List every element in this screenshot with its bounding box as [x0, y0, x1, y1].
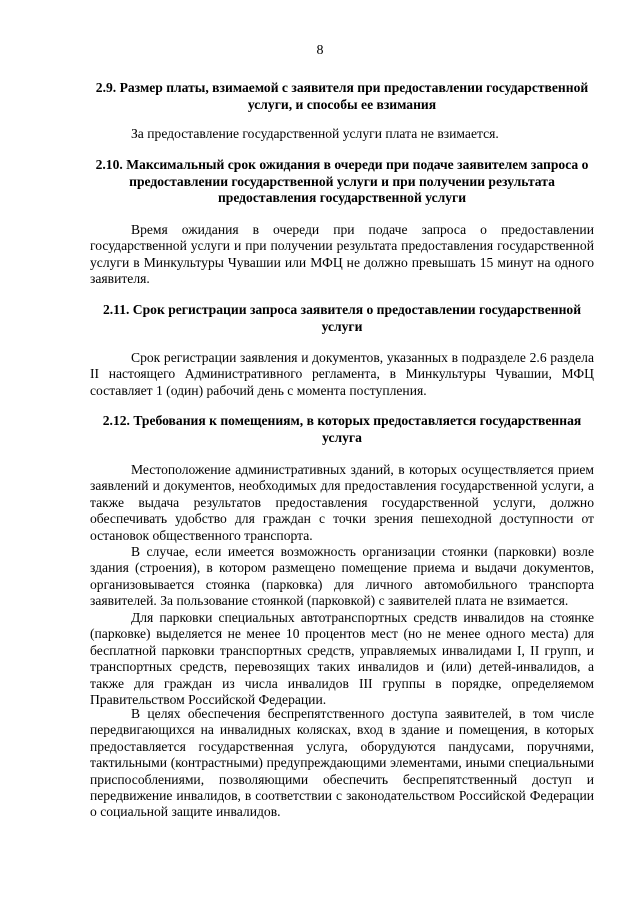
section-2-12-paragraph-1: Местоположение административных зданий, в которых осуществляется прием заявлений и документов, необходимых для предоставления государственной услуги, а также выдача результатов предоставления государственной услуги, должно обеспечивать удобство для граждан с точки зрения пешеходной доступности от остановок общественного транспорта. [90, 462, 594, 543]
section-heading-2-9: 2.9. Размер платы, взимаемой с заявителя при предоставлении государственной услуги, и способы ее взимания [95, 80, 589, 112]
section-2-11-paragraph: Срок регистрации заявления и документов, указанных в подразделе 2.6 раздела II настоящего Административного регламента, в Минкультуры Чувашии, МФЦ составляет 1 (один) рабочий день с момента поступления. [90, 350, 594, 398]
section-2-9-paragraph: За предоставление государственной услуги плата не взимается. [131, 126, 499, 141]
section-2-12-paragraph-4: В целях обеспечения беспрепятственного доступа заявителей, в том числе передвигающихся на инвалидных колясках, вход в здание и помещения, в которых предоставляется государственная услуга, оборудуются пандусами, поручнями, тактильными (контрастными) предупреждающими элементами, иными специальными приспособлениями, позволяющими обеспечить беспрепятственный доступ и передвижение инвалидов, в соответствии с законодательством Российской Федерации о социальной защите инвалидов. [90, 706, 594, 820]
section-2-12-paragraph-3: Для парковки специальных автотранспортных средств инвалидов на стоянке (парковке) выделяется не менее 10 процентов мест (но не менее одного места) для бесплатной парковки транспортных средств, управляемых инвалидами I, II групп, и транспортных средств, перевозящих таких инвалидов и (или) детей-инвалидов, а также для граждан из числа инвалидов III группы в порядке, определяемом Правительством Российской Федерации. [90, 610, 594, 708]
section-heading-2-10: 2.10. Максимальный срок ожидания в очереди при подаче заявителем запроса о предоставлении государственной услуги и при получении результата предоставления государственной услуги [95, 157, 589, 205]
section-2-12-paragraph-2: В случае, если имеется возможность организации стоянки (парковки) возле здания (строения), в котором размещено помещение приема и выдачи документов, организовывается стоянка (парковка) для личного автомобильного транспорта заявителей. За пользование стоянкой (парковкой) с заявителей плата не взимается. [90, 544, 594, 609]
section-2-10-paragraph: Время ожидания в очереди при подаче запроса о предоставлении государственной услуги и при получении результата предоставления государственной услуги в Минкультуры Чувашии или МФЦ не должно превышать 15 минут на одного заявителя. [90, 222, 594, 287]
section-heading-2-12: 2.12. Требования к помещениям, в которых предоставляется государственная услуга [102, 413, 582, 445]
section-heading-2-11: 2.11. Срок регистрации запроса заявителя о предоставлении государственной услуги [102, 302, 582, 334]
page-number: 8 [316, 43, 324, 58]
